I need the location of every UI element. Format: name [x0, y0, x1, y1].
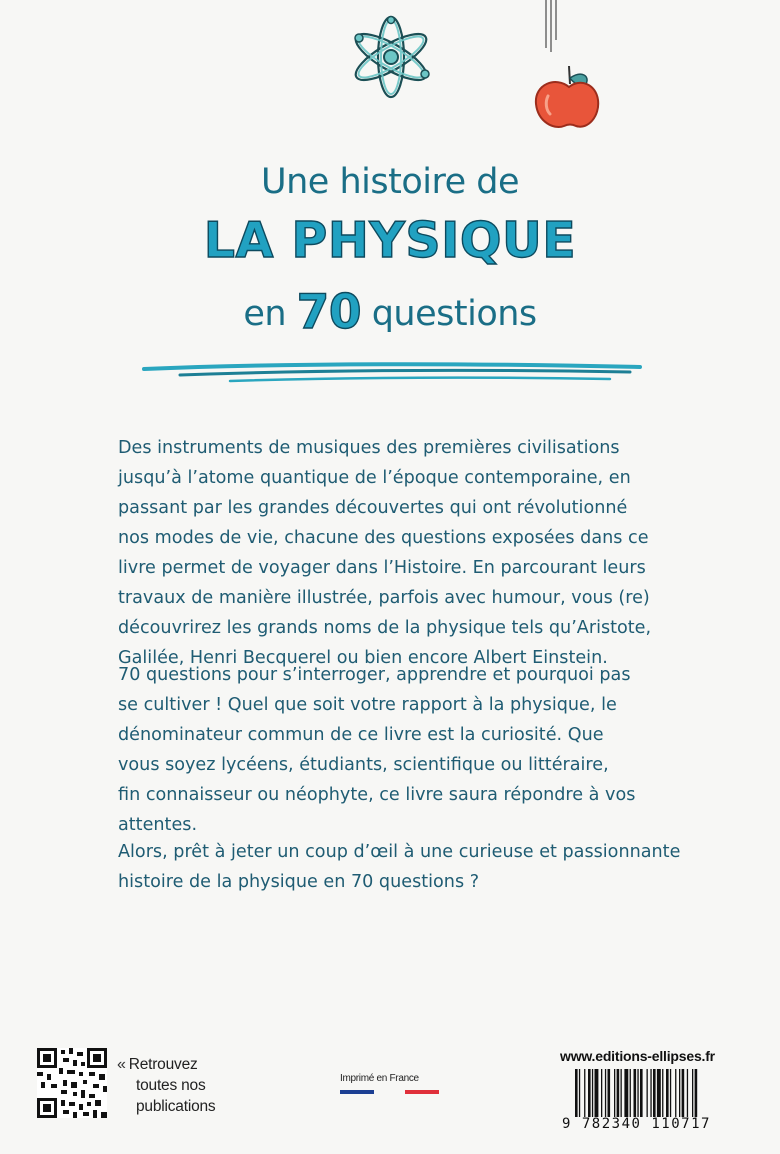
- paragraph-2: [118, 660, 708, 840]
- paragraph-3: [118, 837, 708, 897]
- text-line: passant par les grandes découvertes qui ont révolutionné: [118, 498, 628, 518]
- barcode-bar: [647, 1069, 648, 1117]
- qr-code[interactable]: [37, 1048, 107, 1118]
- title-number: 70: [296, 285, 362, 340]
- barcode-bar: [662, 1069, 663, 1117]
- barcode-bar: [592, 1069, 593, 1117]
- barcode-bar: [682, 1069, 685, 1117]
- text-line: travaux de manière illustrée, parfois avec humour, vous (re): [118, 588, 650, 608]
- title-questions: questions: [371, 294, 537, 334]
- barcode-bar: [605, 1069, 606, 1117]
- text-line: Des instruments de musiques des premières civilisations: [118, 438, 620, 458]
- apple-icon: [520, 0, 600, 135]
- paragraph-1: [118, 433, 708, 673]
- barcode-bar: [692, 1069, 693, 1117]
- publications-text: Retrouvez: [128, 1056, 198, 1073]
- text-line: jusqu’à l’atome quantique de l’époque contemporaine, en: [118, 468, 631, 488]
- text-line: Alors, prêt à jeter un coup d’œil à une curieuse et passionnante: [118, 842, 681, 862]
- publisher-website[interactable]: www.editions-ellipses.fr: [560, 1048, 715, 1064]
- text-line: livre permet de voyager dans l’Histoire. En parcourant leurs: [118, 558, 646, 578]
- barcode-bar: [575, 1069, 578, 1117]
- barcode-bar: [679, 1069, 680, 1117]
- barcode-bar: [588, 1069, 591, 1117]
- barcode: [575, 1069, 740, 1117]
- barcode-bar: [657, 1069, 661, 1117]
- text-line: découvrirez les grands noms de la physique tels qu’Aristote,: [118, 618, 652, 638]
- barcode-bar: [608, 1069, 611, 1117]
- text-line: fin connaisseur ou néophyte, ce livre saura répondre à vos: [118, 785, 636, 805]
- barcode-bar: [653, 1069, 656, 1117]
- publications-line: [117, 1054, 215, 1075]
- printed-in-france: Imprimé en France: [340, 1073, 419, 1084]
- barcode-bar: [634, 1069, 637, 1117]
- title-en: en: [243, 294, 287, 334]
- barcode-bar: [630, 1069, 631, 1117]
- text-line: histoire de la physique en 70 questions ?: [118, 872, 480, 892]
- barcode-bar: [670, 1069, 671, 1117]
- barcode-bar: [601, 1069, 602, 1117]
- barcode-bar: [621, 1069, 622, 1117]
- text-line: se cultiver ! Quel que soit votre rapport à la physique, le: [118, 695, 617, 715]
- publications-line: publications: [136, 1098, 216, 1115]
- barcode-bar: [614, 1069, 615, 1117]
- barcode-bar: [624, 1069, 628, 1117]
- flag-blue-stripe: [340, 1090, 374, 1094]
- underline-swoosh: [140, 355, 650, 387]
- flag-red-stripe: [405, 1090, 439, 1094]
- barcode-bar: [675, 1069, 676, 1117]
- barcode-bar: [687, 1069, 688, 1117]
- chevron-left-icon: «: [117, 1056, 126, 1073]
- isbn-number: 9 782340 110717: [562, 1116, 711, 1132]
- publications-line: toutes nos: [136, 1077, 206, 1094]
- title-line-3: [0, 285, 780, 340]
- barcode-bar: [579, 1069, 580, 1117]
- barcode-bar: [640, 1069, 643, 1117]
- barcode-bar: [650, 1069, 651, 1117]
- barcode-bar: [695, 1069, 698, 1117]
- text-line: 70 questions pour s’interroger, apprendre et pourquoi pas: [118, 665, 631, 685]
- text-line: attentes.: [118, 815, 198, 835]
- title-main: LA PHYSIQUE: [203, 212, 577, 269]
- barcode-bar: [584, 1069, 585, 1117]
- atom-icon: [345, 14, 437, 100]
- barcode-bar: [595, 1069, 599, 1117]
- title-line-1: Une histoire de: [261, 162, 519, 202]
- text-line: vous soyez lycéens, étudiants, scientifique ou littéraire,: [118, 755, 609, 775]
- text-line: dénominateur commun de ce livre est la curiosité. Que: [118, 725, 604, 745]
- publications-link[interactable]: [117, 1054, 215, 1117]
- barcode-bar: [666, 1069, 669, 1117]
- barcode-bar: [637, 1069, 638, 1117]
- text-line: nos modes de vie, chacune des questions exposées dans ce: [118, 528, 649, 548]
- barcode-bar: [617, 1069, 620, 1117]
- text-line: Galilée, Henri Becquerel ou bien encore Albert Einstein.: [118, 648, 608, 668]
